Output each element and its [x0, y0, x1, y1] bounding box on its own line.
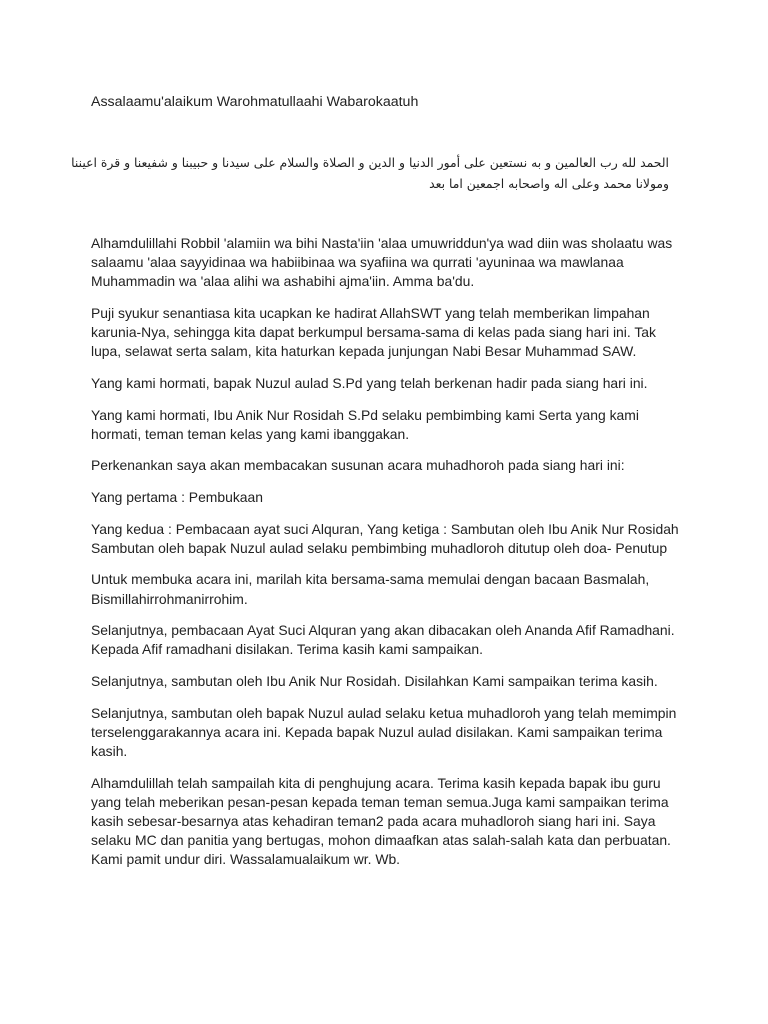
document-body: [71, 92, 691, 882]
speech-paragraph: [91, 621, 691, 659]
speech-paragraph: [91, 456, 691, 475]
paragraph-line: selaku MC dan panitia yang bertugas, mohon dimaafkan atas salah-salah kata dan perbuatan.: [91, 832, 671, 849]
paragraph-line: hormati, teman teman kelas yang kami ibanggakan.: [91, 425, 410, 442]
arabic-line: الحمد لله رب العالمين و به نستعين على أمور الدنيا و الدين و الصلاة والسلام على سيدنا و حبيبنا و شفيعنا و قرة اعيننا: [71, 155, 669, 170]
paragraph-line: salaamu 'alaa sayyidinaa wa habiibinaa wa syafiina wa qurrati 'ayuninaa wa mawlanaa: [91, 254, 624, 271]
paragraph-line: Puji syukur senantiasa kita ucapkan ke hadirat AllahSWT yang telah memberikan limpahan: [91, 305, 650, 321]
paragraph-line: Alhamdulillahi Robbil 'alamiin wa bihi Nasta'iin 'alaa umuwriddun'ya wad diin was sholaatu was: [91, 235, 673, 251]
paragraph-line: Untuk membuka acara ini, marilah kita bersama-sama memulai dengan bacaan Basmalah,: [91, 571, 650, 588]
paragraph-line: lupa, selawat serta salam, kita haturkan kepada junjungan Nabi Besar Muhammad SAW.: [91, 343, 637, 360]
speech-paragraph: [91, 304, 691, 362]
speech-paragraph: [91, 374, 691, 393]
speech-paragraph: [91, 234, 691, 292]
paragraph-line: Yang pertama : Pembukaan: [91, 488, 263, 505]
paragraph-line: Kepada Afif ramadhani disilakan. Terima kasih kami sampaikan.: [91, 641, 483, 658]
paragraph-line: Kami pamit undur diri. Wassalamualaikum wr. Wb.: [91, 851, 401, 868]
paragraph-line: Selanjutnya, sambutan oleh Ibu Anik Nur Rosidah. Disilahkan Kami sampaikan terima kasih.: [91, 672, 658, 689]
speech-paragraph: [91, 488, 691, 507]
paragraph-line: Muhammadin wa 'alaa alihi wa ashabihi ajma'iin. Amma ba'du.: [91, 273, 475, 290]
paragraph-line: Sambutan oleh bapak Nuzul aulad selaku pembimbing muhadloroh ditutup oleh doa- Penutup: [91, 539, 668, 556]
paragraph-line: kasih.: [91, 742, 128, 759]
speech-paragraphs: [91, 234, 691, 870]
paragraph-line: Perkenankan saya akan membacakan susunan acara muhadhoroh pada siang hari ini:: [91, 457, 625, 474]
paragraph-line: Alhamdulillah telah sampailah kita di penghujung acara. Terima kasih kepada bapak ibu guru: [91, 774, 661, 791]
paragraph-line: yang telah meberikan pesan-pesan kepada teman teman semua.Juga kami sampaikan terima: [91, 793, 669, 810]
speech-paragraph: [91, 406, 691, 444]
speech-paragraph: [91, 672, 691, 691]
salutation-heading: Assalaamu'alaikum Warohmatullaahi Wabarokaatuh: [91, 94, 419, 110]
speech-paragraph: [91, 704, 691, 762]
paragraph-line: kasih sebesar-besarnya atas kehadiran teman2 pada acara muhadloroh siang hari ini. Saya: [91, 812, 656, 829]
paragraph-line: Bismillahirrohmanirrohim.: [91, 590, 248, 607]
speech-paragraph: [91, 570, 691, 608]
paragraph-line: Selanjutnya, sambutan oleh bapak Nuzul aulad selaku ketua muhadloroh yang telah memimpin: [91, 704, 677, 721]
speech-paragraph: [91, 520, 691, 558]
speech-paragraph: [91, 774, 691, 870]
arabic-opening-text: [71, 152, 669, 194]
arabic-line: ومولانا محمد وعلى اله واصحابه اجمعين اما بعد: [429, 176, 669, 191]
paragraph-line: karunia-Nya, sehingga kita dapat berkumpul bersama-sama di kelas pada siang hari ini. Tak: [91, 324, 656, 341]
paragraph-line: terselenggarakannya acara ini. Kepada bapak Nuzul aulad disilakan. Kami sampaikan terima: [91, 723, 663, 740]
paragraph-line: Yang kami hormati, bapak Nuzul aulad S.Pd yang telah berkenan hadir pada siang hari ini.: [91, 375, 648, 391]
paragraph-line: Yang kedua : Pembacaan ayat suci Alquran, Yang ketiga : Sambutan oleh Ibu Anik Nur Rosidah: [91, 520, 679, 537]
paragraph-line: Selanjutnya, pembacaan Ayat Suci Alquran yang akan dibacakan oleh Ananda Afif Ramadhani.: [91, 622, 675, 639]
paragraph-line: Yang kami hormati, Ibu Anik Nur Rosidah S.Pd selaku pembimbing kami Serta yang kami: [91, 406, 639, 423]
